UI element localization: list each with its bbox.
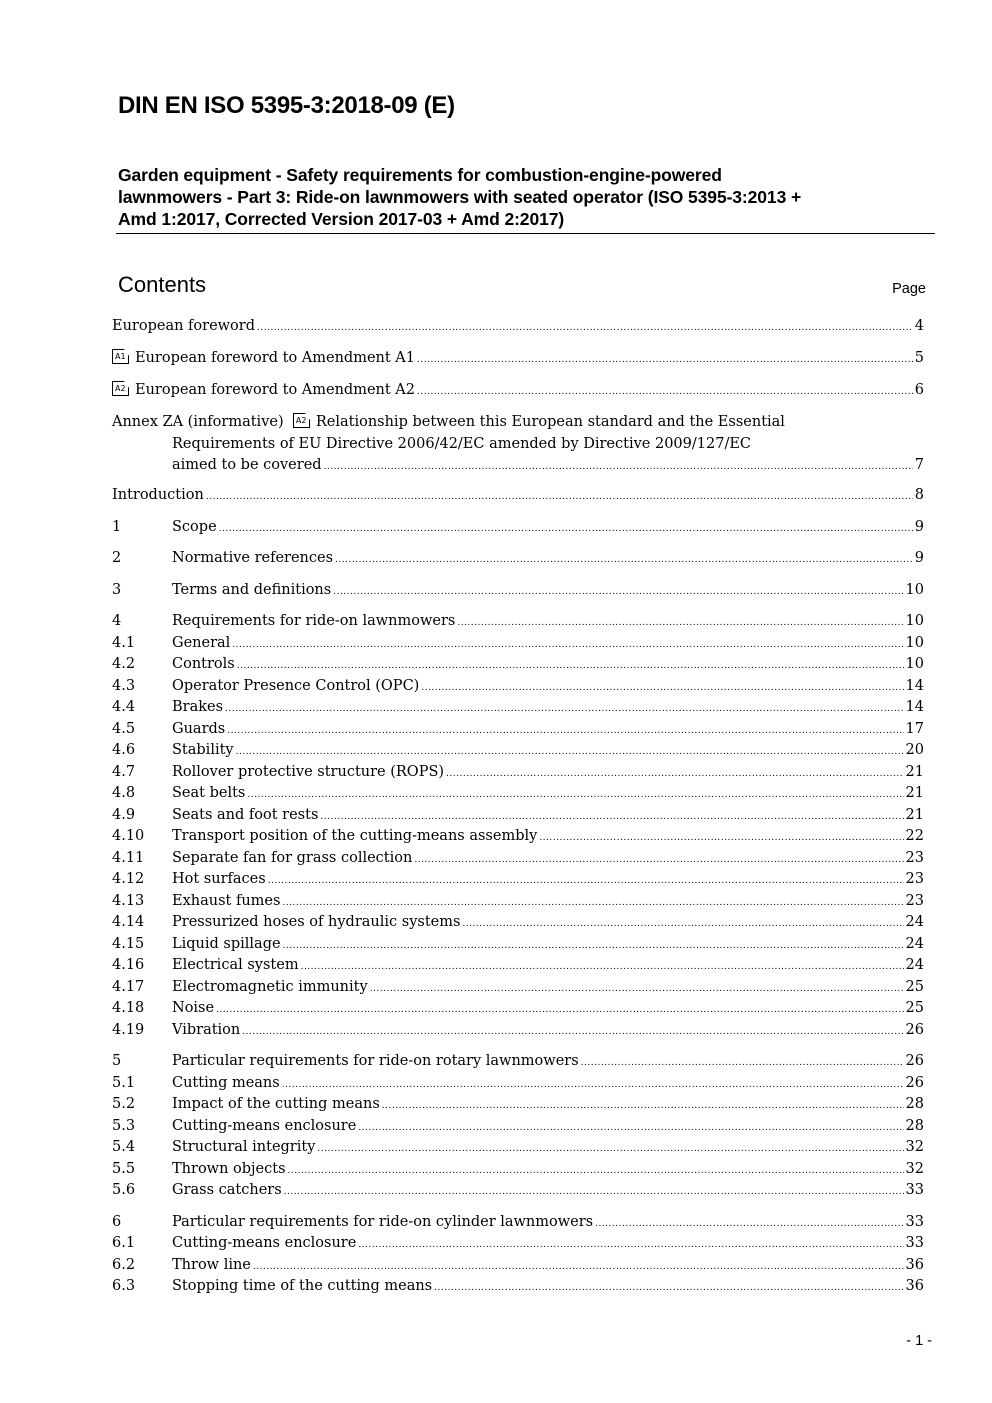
toc-leader-dots bbox=[457, 613, 903, 634]
toc-entry-number: 4.1 bbox=[112, 635, 136, 651]
toc-leader-dots bbox=[320, 807, 903, 828]
toc-entry-page: 10 bbox=[905, 582, 924, 598]
toc-entry-title: Transport position of the cutting-means assembly bbox=[172, 828, 538, 844]
toc-entry-page: 9 bbox=[914, 519, 924, 535]
toc-entry-page: 24 bbox=[905, 914, 924, 930]
toc-entry-page: 21 bbox=[905, 785, 924, 801]
toc-entry-section-4-8[interactable] bbox=[112, 783, 924, 804]
toc-entry-number: 4.6 bbox=[112, 742, 136, 758]
toc-entry-introduction[interactable] bbox=[112, 485, 924, 506]
toc-entry-title: Particular requirements for ride-on rotary lawnmowers bbox=[172, 1053, 579, 1069]
toc-entry-number: 4.13 bbox=[112, 893, 145, 909]
toc-entry-title: Terms and definitions bbox=[172, 582, 332, 598]
toc-entry-section-5-1[interactable] bbox=[112, 1073, 924, 1094]
toc-entry-title: Pressurized hoses of hydraulic systems bbox=[172, 914, 461, 930]
toc-leader-dots bbox=[247, 785, 903, 806]
amendment-a2-marker-icon: A2 bbox=[293, 413, 310, 428]
toc-entry-section-6-1[interactable] bbox=[112, 1233, 924, 1254]
page-column-label: Page bbox=[892, 281, 926, 297]
toc-entry-section-6-3[interactable] bbox=[112, 1276, 924, 1297]
toc-entry-page: 23 bbox=[905, 893, 924, 909]
toc-entry-page: 22 bbox=[905, 828, 924, 844]
toc-leader-dots bbox=[358, 1118, 903, 1139]
toc-entry-number: 5.2 bbox=[112, 1096, 136, 1112]
toc-entry-page: 32 bbox=[905, 1139, 924, 1155]
toc-entry-page: 23 bbox=[905, 850, 924, 866]
toc-entry-foreword-a2[interactable] bbox=[112, 380, 924, 401]
toc-entry-title: Controls bbox=[172, 656, 235, 672]
toc-leader-dots bbox=[253, 1257, 904, 1278]
toc-entry-number: 4.17 bbox=[112, 979, 145, 995]
toc-entry-number: 5.3 bbox=[112, 1118, 136, 1134]
toc-entry-section-5-6[interactable] bbox=[112, 1180, 924, 1201]
toc-entry-title: Stopping time of the cutting means bbox=[172, 1278, 433, 1294]
document-title-line: lawnmowers - Part 3: Ride-on lawnmowers with seated operator (ISO 5395-3:2013 + bbox=[118, 187, 802, 207]
toc-entry-title: Throw line bbox=[172, 1257, 251, 1273]
toc-entry-title: Hot surfaces bbox=[172, 871, 266, 887]
toc-entry-section-4-3[interactable] bbox=[112, 676, 924, 697]
toc-entry-page: 26 bbox=[905, 1022, 924, 1038]
toc-entry-number: 4.16 bbox=[112, 957, 145, 973]
toc-entry-page: 24 bbox=[905, 936, 924, 952]
document-title-line: Amd 1:2017, Corrected Version 2017-03 + Amd 2:2017) bbox=[118, 209, 565, 229]
toc-entry-page: 33 bbox=[905, 1214, 924, 1230]
toc-leader-dots bbox=[237, 656, 904, 677]
toc-entry-section-6-2[interactable] bbox=[112, 1255, 924, 1276]
toc-entry-title: Particular requirements for ride-on cylinder lawnmowers bbox=[172, 1214, 594, 1230]
toc-entry-title: Separate fan for grass collection bbox=[172, 850, 413, 866]
annex-prefix: Annex ZA (informative) bbox=[112, 414, 284, 430]
toc-entry-section-6[interactable] bbox=[112, 1212, 924, 1233]
toc-entry-section-4-6[interactable] bbox=[112, 740, 924, 761]
toc-entry-title: Guards bbox=[172, 721, 226, 737]
toc-entry-section-4-5[interactable] bbox=[112, 719, 924, 740]
toc-leader-dots bbox=[581, 1053, 904, 1074]
toc-entry-page: 14 bbox=[905, 678, 924, 694]
toc-entry-section-1[interactable] bbox=[112, 517, 924, 538]
toc-entry-page: 21 bbox=[905, 807, 924, 823]
toc-leader-dots bbox=[242, 1022, 903, 1043]
contents-heading: Contents bbox=[118, 272, 207, 297]
toc-entry-page: 25 bbox=[905, 979, 924, 995]
toc-leader-dots bbox=[539, 828, 903, 849]
toc-entry-title: Impact of the cutting means bbox=[172, 1096, 380, 1112]
toc-entry-title: Exhaust fumes bbox=[172, 893, 281, 909]
toc-entry-section-4-13[interactable] bbox=[112, 891, 924, 912]
toc-entry-page: 21 bbox=[905, 764, 924, 780]
page-number: - 1 - bbox=[906, 1333, 932, 1349]
toc-entry-number: 5 bbox=[112, 1053, 122, 1069]
toc-entry-title: Operator Presence Control (OPC) bbox=[172, 678, 420, 694]
toc-entry-section-5[interactable] bbox=[112, 1051, 924, 1072]
toc-entry-section-5-2[interactable] bbox=[112, 1094, 924, 1115]
toc-entry-number: 4.12 bbox=[112, 871, 145, 887]
toc-leader-dots bbox=[417, 350, 913, 371]
toc-entry-page: 24 bbox=[905, 957, 924, 973]
toc-entry-section-4-9[interactable] bbox=[112, 805, 924, 826]
toc-entry-page: 20 bbox=[905, 742, 924, 758]
toc-leader-dots bbox=[414, 850, 903, 871]
toc-entry-number: 4.3 bbox=[112, 678, 136, 694]
toc-entry-section-5-3[interactable] bbox=[112, 1116, 924, 1137]
toc-leader-dots bbox=[358, 1235, 903, 1256]
toc-entry-title: Structural integrity bbox=[172, 1139, 316, 1155]
toc-entry-page: 14 bbox=[905, 699, 924, 715]
toc-leader-dots bbox=[417, 382, 913, 403]
toc-entry-section-4-18[interactable] bbox=[112, 998, 924, 1019]
toc-leader-dots bbox=[282, 1075, 904, 1096]
toc-entry-title: Introduction bbox=[112, 487, 204, 503]
toc-leader-dots bbox=[324, 457, 913, 479]
toc-leader-dots bbox=[335, 550, 913, 571]
toc-leader-dots bbox=[216, 1000, 903, 1021]
toc-entry-title: Electrical system bbox=[172, 957, 299, 973]
toc-entry-title: Cutting means bbox=[172, 1075, 280, 1091]
toc-entry-section-5-4[interactable] bbox=[112, 1137, 924, 1158]
toc-entry-title: European foreword bbox=[112, 318, 256, 334]
toc-entry-number: 3 bbox=[112, 582, 122, 598]
toc-entry-title: Thrown objects bbox=[172, 1161, 286, 1177]
toc-entry-number: 6 bbox=[112, 1214, 122, 1230]
toc-entry-page: 10 bbox=[905, 613, 924, 629]
toc-entry-section-4-12[interactable] bbox=[112, 869, 924, 890]
toc-entry-page: 7 bbox=[914, 457, 924, 473]
toc-entry-number: 2 bbox=[112, 550, 122, 566]
toc-entry-page: 25 bbox=[905, 1000, 924, 1016]
toc-leader-dots bbox=[462, 914, 903, 935]
annex-title-line: Requirements of EU Directive 2006/42/EC amended by Directive 2009/127/EC bbox=[172, 435, 752, 452]
toc-entry-title: Brakes bbox=[172, 699, 224, 715]
toc-leader-dots bbox=[236, 742, 904, 763]
toc-entry-title: Seat belts bbox=[172, 785, 246, 801]
toc-entry-section-4-16[interactable] bbox=[112, 955, 924, 976]
toc-leader-dots bbox=[232, 635, 903, 656]
toc-entry-section-3[interactable] bbox=[112, 580, 924, 601]
toc-entry-number: 4.5 bbox=[112, 721, 136, 737]
toc-entry-title: Normative references bbox=[172, 550, 334, 566]
toc-entry-section-4-1[interactable] bbox=[112, 633, 924, 654]
toc-leader-dots bbox=[301, 957, 904, 978]
toc-entry-number: 1 bbox=[112, 519, 122, 535]
toc-entry-section-4-14[interactable] bbox=[112, 912, 924, 933]
toc-entry-number: 5.4 bbox=[112, 1139, 136, 1155]
toc-entry-number: 4.11 bbox=[112, 850, 145, 866]
toc-entry-page: 4 bbox=[914, 318, 924, 334]
toc-entry-number: 4.14 bbox=[112, 914, 145, 930]
toc-entry-page: 5 bbox=[914, 350, 924, 366]
toc-entry-number: 4 bbox=[112, 613, 122, 629]
toc-entry-page: 10 bbox=[905, 635, 924, 651]
toc-entry-number: 4.19 bbox=[112, 1022, 145, 1038]
toc-entry-title: European foreword to Amendment A2 bbox=[135, 382, 416, 398]
toc-entry-title: General bbox=[172, 635, 231, 651]
toc-entry-title: Stability bbox=[172, 742, 234, 758]
toc-entry-number: 5.5 bbox=[112, 1161, 136, 1177]
toc-entry-page: 8 bbox=[914, 487, 924, 503]
toc-entry-page: 33 bbox=[905, 1182, 924, 1198]
toc-leader-dots bbox=[434, 1278, 903, 1299]
toc-leader-dots bbox=[370, 979, 904, 1000]
toc-leader-dots bbox=[257, 318, 913, 339]
toc-leader-dots bbox=[421, 678, 903, 699]
toc-entry-annex-za[interactable] bbox=[112, 412, 924, 479]
toc-entry-number: 5.6 bbox=[112, 1182, 136, 1198]
toc-entry-title: European foreword to Amendment A1 bbox=[135, 350, 416, 366]
toc-entry-title: Noise bbox=[172, 1000, 215, 1016]
toc-entry-title: Cutting-means enclosure bbox=[172, 1235, 357, 1251]
toc-entry-number: 4.4 bbox=[112, 699, 136, 715]
toc-entry-number: 6.1 bbox=[112, 1235, 136, 1251]
toc-entry-page: 28 bbox=[905, 1096, 924, 1112]
toc-leader-dots bbox=[282, 893, 903, 914]
annex-title-line: Relationship between this European standard and the Essential bbox=[315, 414, 785, 430]
document-id: DIN EN ISO 5395-3:2018-09 (E) bbox=[118, 92, 455, 119]
toc-entry-section-2[interactable] bbox=[112, 548, 924, 569]
toc-entry-page: 36 bbox=[905, 1278, 924, 1294]
toc-leader-dots bbox=[283, 936, 904, 957]
title-divider bbox=[116, 233, 935, 234]
toc-entry-page: 6 bbox=[914, 382, 924, 398]
toc-entry-page: 36 bbox=[905, 1257, 924, 1273]
toc-entry-title: Requirements for ride-on lawnmowers bbox=[172, 613, 456, 629]
toc-entry-title: Seats and foot rests bbox=[172, 807, 319, 823]
toc-entry-number: 4.7 bbox=[112, 764, 136, 780]
toc-entry-foreword-a1[interactable] bbox=[112, 348, 924, 369]
toc-entry-section-4-11[interactable] bbox=[112, 848, 924, 869]
amendment-a1-marker-icon: A1 bbox=[112, 349, 129, 364]
toc-entry-section-5-5[interactable] bbox=[112, 1159, 924, 1180]
amendment-a2-marker-icon: A2 bbox=[112, 381, 129, 396]
toc-entry-page: 32 bbox=[905, 1161, 924, 1177]
toc-entry-page: 17 bbox=[905, 721, 924, 737]
toc-entry-number: 4.8 bbox=[112, 785, 136, 801]
toc-entry-number: 6.2 bbox=[112, 1257, 136, 1273]
toc-entry-page: 26 bbox=[905, 1053, 924, 1069]
toc-entry-title: Cutting-means enclosure bbox=[172, 1118, 357, 1134]
toc-entry-number: 6.3 bbox=[112, 1278, 136, 1294]
toc-entry-page: 33 bbox=[905, 1235, 924, 1251]
toc-entry-number: 4.15 bbox=[112, 936, 145, 952]
toc-entry-european-foreword[interactable] bbox=[112, 316, 924, 337]
toc-leader-dots bbox=[333, 582, 903, 603]
toc-entry-title: Scope bbox=[172, 519, 217, 535]
toc-entry-title: Vibration bbox=[172, 1022, 241, 1038]
toc-entry-number: 4.18 bbox=[112, 1000, 145, 1016]
toc-entry-title: Electromagnetic immunity bbox=[172, 979, 368, 995]
toc-leader-dots bbox=[284, 1182, 904, 1203]
toc-leader-dots bbox=[268, 871, 904, 892]
toc-leader-dots bbox=[382, 1096, 904, 1117]
toc-entry-page: 10 bbox=[905, 656, 924, 672]
toc-entry-section-4-2[interactable] bbox=[112, 654, 924, 675]
toc-entry-number: 4.2 bbox=[112, 656, 136, 672]
toc-entry-title: Grass catchers bbox=[172, 1182, 282, 1198]
toc-leader-dots bbox=[446, 764, 904, 785]
toc-leader-dots bbox=[206, 487, 913, 508]
toc-entry-number: 5.1 bbox=[112, 1075, 136, 1091]
toc-entry-section-4-4[interactable] bbox=[112, 697, 924, 718]
toc-leader-dots bbox=[227, 721, 903, 742]
toc-leader-dots bbox=[317, 1139, 903, 1160]
toc-entry-page: 9 bbox=[914, 550, 924, 566]
toc-leader-dots bbox=[288, 1161, 904, 1182]
toc-entry-page: 23 bbox=[905, 871, 924, 887]
toc-entry-number: 4.10 bbox=[112, 828, 145, 844]
toc-entry-section-4[interactable] bbox=[112, 611, 924, 632]
annex-title-line: aimed to be covered bbox=[172, 457, 322, 473]
toc-entry-number: 4.9 bbox=[112, 807, 136, 823]
toc-entry-section-4-7[interactable] bbox=[112, 762, 924, 783]
document-title bbox=[118, 164, 933, 230]
toc-entry-section-4-17[interactable] bbox=[112, 977, 924, 998]
toc-entry-section-4-19[interactable] bbox=[112, 1020, 924, 1041]
toc-leader-dots bbox=[595, 1214, 903, 1235]
toc-entry-page: 26 bbox=[905, 1075, 924, 1091]
toc-entry-title: Liquid spillage bbox=[172, 936, 281, 952]
toc-entry-section-4-15[interactable] bbox=[112, 934, 924, 955]
toc-leader-dots bbox=[225, 699, 904, 720]
toc-entry-page: 28 bbox=[905, 1118, 924, 1134]
toc-entry-title: Rollover protective structure (ROPS) bbox=[172, 764, 445, 780]
document-title-line: Garden equipment - Safety requirements for combustion-engine-powered bbox=[118, 165, 722, 185]
toc-entry-section-4-10[interactable] bbox=[112, 826, 924, 847]
toc-leader-dots bbox=[219, 519, 913, 540]
